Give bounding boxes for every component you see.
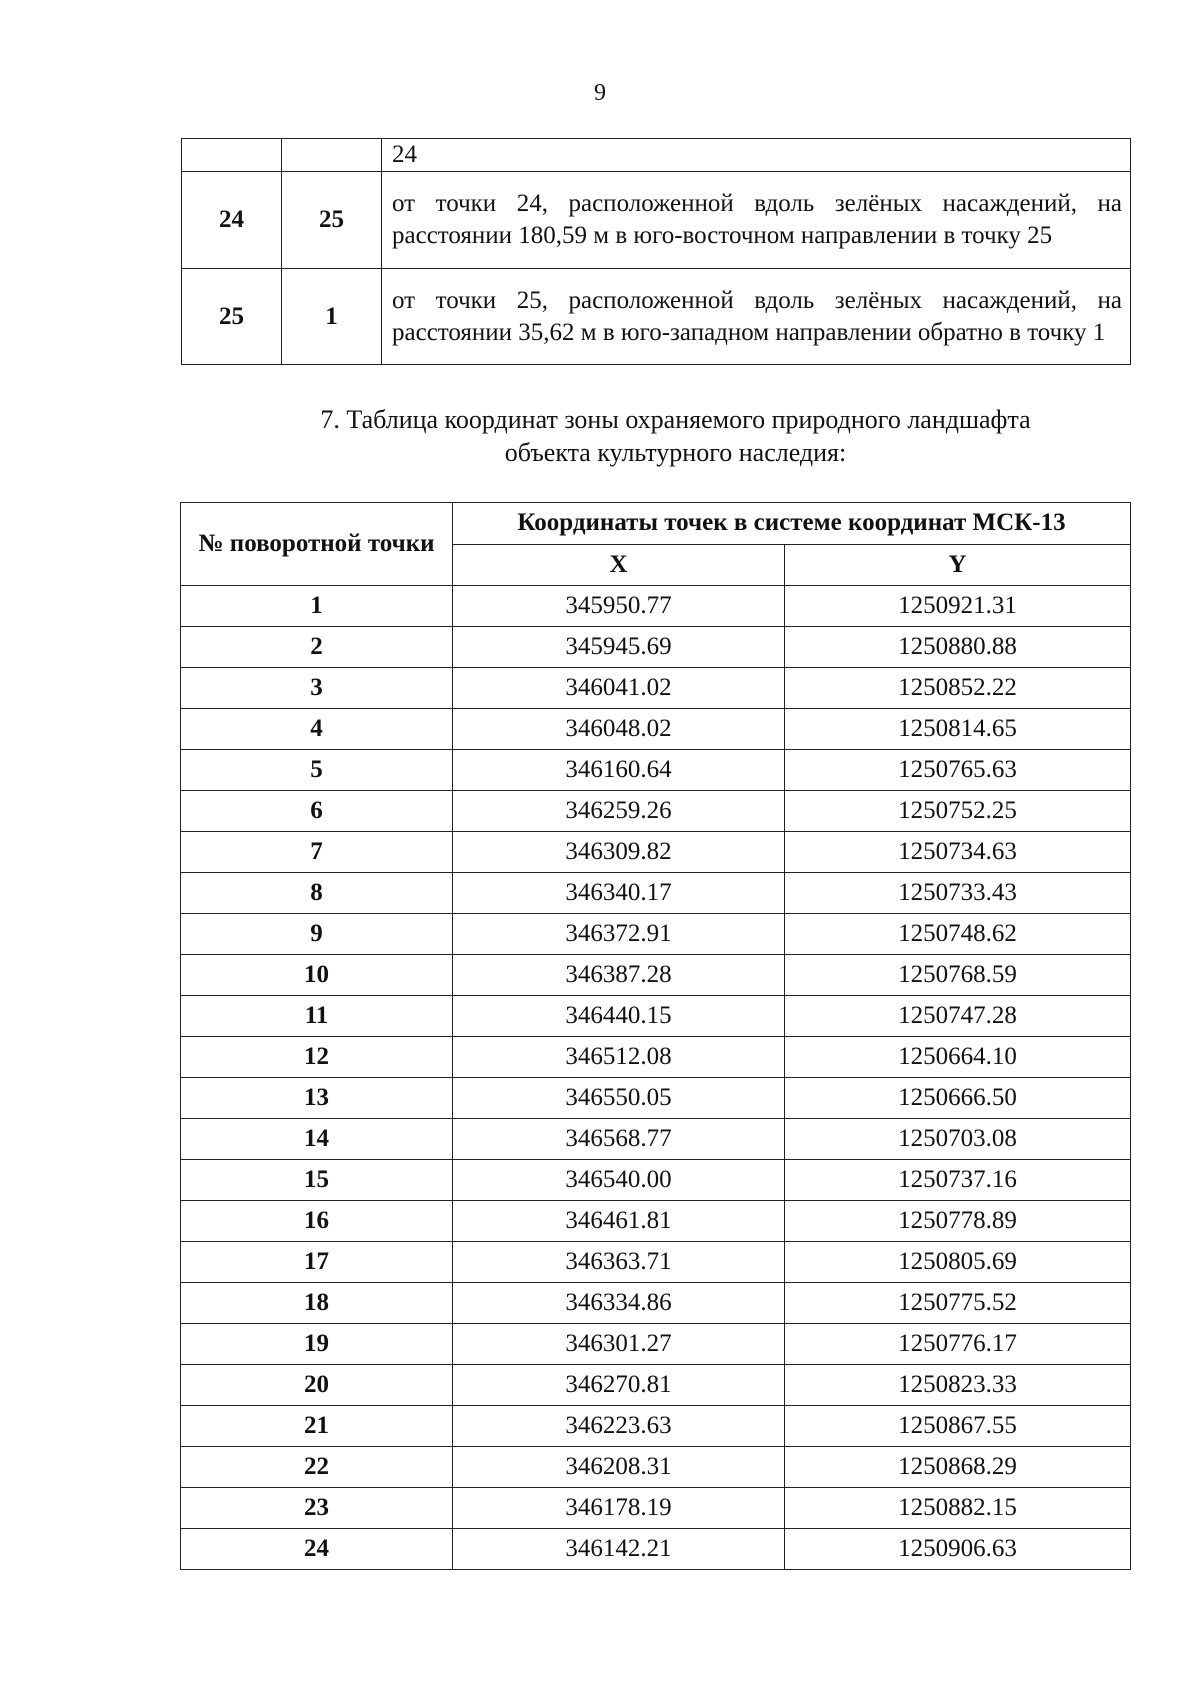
y-coordinate-cell: 1250852.22 <box>785 668 1131 709</box>
table-row <box>182 139 1131 172</box>
y-coordinate-cell: 1250775.52 <box>785 1283 1131 1324</box>
table-row <box>181 1529 1131 1570</box>
route-description-cell: 24 <box>382 139 1131 172</box>
y-coordinate-cell: 1250703.08 <box>785 1119 1131 1160</box>
table-row <box>181 1078 1131 1119</box>
table-row <box>181 1365 1131 1406</box>
point-number-cell: 12 <box>181 1037 453 1078</box>
table-row <box>181 586 1131 627</box>
y-coordinate-cell: 1250867.55 <box>785 1406 1131 1447</box>
x-coordinate-cell: 346259.26 <box>453 791 785 832</box>
y-coordinate-cell: 1250921.31 <box>785 586 1131 627</box>
x-coordinate-cell: 346334.86 <box>453 1283 785 1324</box>
point-number-cell: 13 <box>181 1078 453 1119</box>
table-row <box>181 709 1131 750</box>
table-row <box>181 1119 1131 1160</box>
x-coordinate-cell: 346512.08 <box>453 1037 785 1078</box>
route-description-cell: от точки 24, расположенной вдоль зелёных насаждений, на расстоянии 180,59 м в юго-восточном направлении в точку 25 <box>382 172 1131 269</box>
x-coordinate-cell: 346372.91 <box>453 914 785 955</box>
table-row <box>181 1037 1131 1078</box>
table-row <box>181 1324 1131 1365</box>
x-coordinate-cell: 346048.02 <box>453 709 785 750</box>
table-row <box>181 955 1131 996</box>
route-description-cell: от точки 25, расположенной вдоль зелёных насаждений, на расстоянии 35,62 м в юго-западном направлении обратно в точку 1 <box>382 269 1131 365</box>
point-number-cell: 18 <box>181 1283 453 1324</box>
point-number-cell: 15 <box>181 1160 453 1201</box>
y-coordinate-cell: 1250747.28 <box>785 996 1131 1037</box>
table-row <box>181 996 1131 1037</box>
x-coordinate-cell: 346041.02 <box>453 668 785 709</box>
y-coordinate-cell: 1250664.10 <box>785 1037 1131 1078</box>
point-number-cell: 24 <box>181 1529 453 1570</box>
y-coordinate-cell: 1250778.89 <box>785 1201 1131 1242</box>
y-coordinate-cell: 1250814.65 <box>785 709 1131 750</box>
route-from-cell: 24 <box>182 172 282 269</box>
x-coordinate-cell: 346363.71 <box>453 1242 785 1283</box>
header-coordinates: Координаты точек в системе координат МСК-13 <box>453 503 1131 545</box>
x-coordinate-cell: 346270.81 <box>453 1365 785 1406</box>
y-coordinate-cell: 1250737.16 <box>785 1160 1131 1201</box>
point-number-cell: 9 <box>181 914 453 955</box>
table-row <box>181 1488 1131 1529</box>
table-row <box>181 750 1131 791</box>
point-number-cell: 22 <box>181 1447 453 1488</box>
point-number-cell: 2 <box>181 627 453 668</box>
x-coordinate-cell: 346568.77 <box>453 1119 785 1160</box>
table-row <box>181 1283 1131 1324</box>
point-number-cell: 19 <box>181 1324 453 1365</box>
x-coordinate-cell: 346178.19 <box>453 1488 785 1529</box>
y-coordinate-cell: 1250906.63 <box>785 1529 1131 1570</box>
y-coordinate-cell: 1250748.62 <box>785 914 1131 955</box>
table-row <box>181 1201 1131 1242</box>
table-row <box>181 832 1131 873</box>
y-coordinate-cell: 1250823.33 <box>785 1365 1131 1406</box>
point-number-cell: 3 <box>181 668 453 709</box>
header-y: Y <box>785 544 1131 586</box>
point-number-cell: 23 <box>181 1488 453 1529</box>
header-point-number: № поворотной точки <box>181 503 453 586</box>
table-row <box>181 1160 1131 1201</box>
section-heading-line-2: объекта культурного наследия: <box>504 438 847 467</box>
route-from-cell <box>182 139 282 172</box>
table-row <box>181 1242 1131 1283</box>
table-row <box>181 914 1131 955</box>
route-from-cell: 25 <box>182 269 282 365</box>
x-coordinate-cell: 346309.82 <box>453 832 785 873</box>
y-coordinate-cell: 1250765.63 <box>785 750 1131 791</box>
point-number-cell: 11 <box>181 996 453 1037</box>
page-number: 9 <box>594 80 606 106</box>
x-coordinate-cell: 346550.05 <box>453 1078 785 1119</box>
x-coordinate-cell: 346208.31 <box>453 1447 785 1488</box>
route-to-cell: 25 <box>282 172 382 269</box>
table-row <box>182 269 1131 365</box>
x-coordinate-cell: 346301.27 <box>453 1324 785 1365</box>
point-number-cell: 1 <box>181 586 453 627</box>
table-row <box>181 627 1131 668</box>
point-number-cell: 21 <box>181 1406 453 1447</box>
x-coordinate-cell: 346160.64 <box>453 750 785 791</box>
point-number-cell: 16 <box>181 1201 453 1242</box>
table-row <box>181 1447 1131 1488</box>
coordinates-table <box>180 502 1131 1570</box>
y-coordinate-cell: 1250882.15 <box>785 1488 1131 1529</box>
point-number-cell: 8 <box>181 873 453 914</box>
x-coordinate-cell: 346387.28 <box>453 955 785 996</box>
x-coordinate-cell: 346142.21 <box>453 1529 785 1570</box>
section-heading-line-1: 7. Таблица координат зоны охраняемого природного ландшафта <box>320 405 1031 434</box>
x-coordinate-cell: 346540.00 <box>453 1160 785 1201</box>
route-to-cell <box>282 139 382 172</box>
table-row <box>181 668 1131 709</box>
point-number-cell: 4 <box>181 709 453 750</box>
point-number-cell: 5 <box>181 750 453 791</box>
point-number-cell: 10 <box>181 955 453 996</box>
table-row <box>181 791 1131 832</box>
x-coordinate-cell: 345950.77 <box>453 586 785 627</box>
point-number-cell: 17 <box>181 1242 453 1283</box>
y-coordinate-cell: 1250752.25 <box>785 791 1131 832</box>
y-coordinate-cell: 1250768.59 <box>785 955 1131 996</box>
point-number-cell: 14 <box>181 1119 453 1160</box>
y-coordinate-cell: 1250880.88 <box>785 627 1131 668</box>
y-coordinate-cell: 1250734.63 <box>785 832 1131 873</box>
route-description-table <box>181 138 1131 365</box>
point-number-cell: 20 <box>181 1365 453 1406</box>
x-coordinate-cell: 345945.69 <box>453 627 785 668</box>
y-coordinate-cell: 1250776.17 <box>785 1324 1131 1365</box>
point-number-cell: 6 <box>181 791 453 832</box>
y-coordinate-cell: 1250805.69 <box>785 1242 1131 1283</box>
route-to-cell: 1 <box>282 269 382 365</box>
header-x: X <box>453 544 785 586</box>
x-coordinate-cell: 346440.15 <box>453 996 785 1037</box>
section-heading <box>181 403 1130 469</box>
y-coordinate-cell: 1250868.29 <box>785 1447 1131 1488</box>
y-coordinate-cell: 1250733.43 <box>785 873 1131 914</box>
x-coordinate-cell: 346461.81 <box>453 1201 785 1242</box>
point-number-cell: 7 <box>181 832 453 873</box>
table-row <box>181 1406 1131 1447</box>
y-coordinate-cell: 1250666.50 <box>785 1078 1131 1119</box>
x-coordinate-cell: 346340.17 <box>453 873 785 914</box>
table-row <box>181 873 1131 914</box>
table-row <box>182 172 1131 269</box>
x-coordinate-cell: 346223.63 <box>453 1406 785 1447</box>
coordinates-table-body <box>181 586 1131 1570</box>
